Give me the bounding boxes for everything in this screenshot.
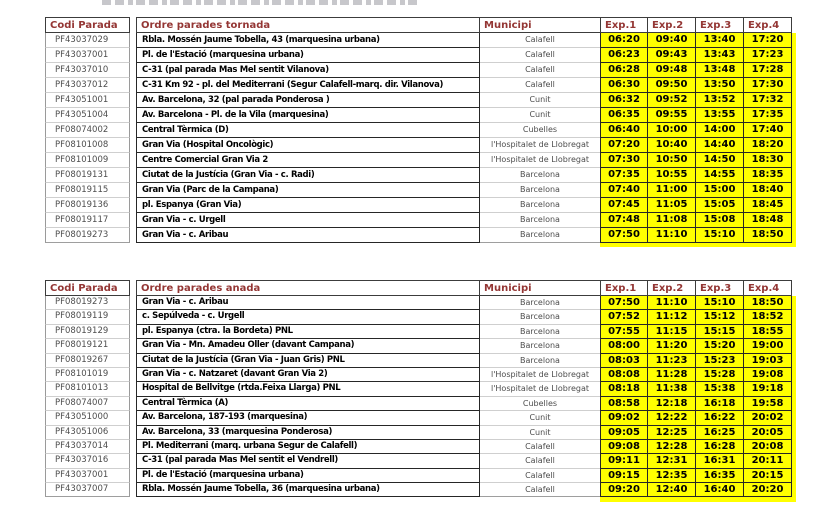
municipality: Barcelona	[480, 325, 600, 339]
exp1-time: 09:20	[600, 483, 648, 497]
stop-name: Gran Via (Hospital Oncològic)	[136, 138, 480, 153]
stop-name: pl. Espanya (ctra. la Bordeta) PNL	[136, 325, 480, 339]
stop-code: PF43037029	[45, 33, 130, 48]
stop-name: Pl. de l'Estació (marquesina urbana)	[136, 469, 480, 483]
stop-name: Rbla. Mossén Jaume Tobella, 36 (marquesina urbana)	[136, 483, 480, 497]
exp1-time: 07:48	[600, 213, 648, 228]
exp2-time: 12:40	[648, 483, 696, 497]
header-exp3: Exp.3	[696, 17, 744, 33]
exp1-time: 06:40	[600, 123, 648, 138]
municipality: l'Hospitalet de Llobregat	[480, 382, 600, 396]
exp2-time: 11:23	[648, 354, 696, 368]
exp1-time: 06:30	[600, 78, 648, 93]
municipality: Cunit	[480, 93, 600, 108]
exp1-time: 08:03	[600, 354, 648, 368]
exp2-time: 10:40	[648, 138, 696, 153]
exp2-time: 12:18	[648, 397, 696, 411]
exp2-time: 11:12	[648, 310, 696, 324]
exp1-time: 09:08	[600, 440, 648, 454]
stop-name: Gran Via (Parc de la Campana)	[136, 183, 480, 198]
exp1-time: 09:11	[600, 454, 648, 468]
stop-name: C-31 Km 92 - pl. del Mediterrani (Segur Calafell-marq. dir. Vilanova)	[136, 78, 480, 93]
exp2-time: 11:10	[648, 228, 696, 243]
header-municipi: Municipi	[480, 17, 600, 33]
anada-table	[45, 280, 792, 497]
exp2-time: 12:35	[648, 469, 696, 483]
municipality: Cunit	[480, 108, 600, 123]
stop-code: PF08019131	[45, 168, 130, 183]
stop-name: Ciutat de la Justícia (Gran Via - Juan Gris) PNL	[136, 354, 480, 368]
stop-code: PF08019273	[45, 296, 130, 310]
stop-code: PF43037016	[45, 454, 130, 468]
exp2-time: 11:08	[648, 213, 696, 228]
exp2-time: 09:43	[648, 48, 696, 63]
exp2-time: 09:55	[648, 108, 696, 123]
municipality: Barcelona	[480, 183, 600, 198]
exp2-time: 12:25	[648, 426, 696, 440]
stop-name: Central Tèrmica (D)	[136, 123, 480, 138]
exp2-time: 09:50	[648, 78, 696, 93]
exp1-time: 07:45	[600, 198, 648, 213]
stop-code: PF43037001	[45, 469, 130, 483]
exp2-time: 10:00	[648, 123, 696, 138]
stop-name: Av. Barcelona, 33 (marquesina Ponderosa)	[136, 426, 480, 440]
exp4-time: 20:08	[744, 440, 792, 454]
stop-code: PF08101008	[45, 138, 130, 153]
municipality: Calafell	[480, 48, 600, 63]
timetable-tornada	[45, 17, 792, 243]
municipality: l'Hospitalet de Llobregat	[480, 138, 600, 153]
exp4-time: 18:55	[744, 325, 792, 339]
stop-code: PF08019121	[45, 339, 130, 353]
municipality: l'Hospitalet de Llobregat	[480, 368, 600, 382]
municipality: Barcelona	[480, 339, 600, 353]
exp2-time: 11:20	[648, 339, 696, 353]
exp4-time: 17:35	[744, 108, 792, 123]
stop-name: c. Sepúlveda - c. Urgell	[136, 310, 480, 324]
municipality: Calafell	[480, 78, 600, 93]
municipality: Cunit	[480, 426, 600, 440]
exp3-time: 16:25	[696, 426, 744, 440]
exp3-time: 15:10	[696, 296, 744, 310]
stop-name: Av. Barcelona - Pl. de la Vila (marquesina)	[136, 108, 480, 123]
exp1-time: 06:28	[600, 63, 648, 78]
stop-code: PF08019267	[45, 354, 130, 368]
exp4-time: 18:52	[744, 310, 792, 324]
stop-code: PF08074002	[45, 123, 130, 138]
exp2-time: 12:22	[648, 411, 696, 425]
stop-code: PF43037010	[45, 63, 130, 78]
exp3-time: 15:00	[696, 183, 744, 198]
exp4-time: 20:02	[744, 411, 792, 425]
stop-code: PF43037012	[45, 78, 130, 93]
municipality: Barcelona	[480, 213, 600, 228]
municipality: Barcelona	[480, 168, 600, 183]
exp1-time: 09:02	[600, 411, 648, 425]
exp3-time: 15:05	[696, 198, 744, 213]
exp1-time: 07:55	[600, 325, 648, 339]
stop-code: PF08019273	[45, 228, 130, 243]
exp4-time: 19:18	[744, 382, 792, 396]
stop-code: PF43037014	[45, 440, 130, 454]
stop-name: Central Tèrmica (A)	[136, 397, 480, 411]
header-municipi: Municipi	[480, 280, 600, 296]
municipality: Calafell	[480, 454, 600, 468]
header-codi-parada: Codi Parada	[45, 17, 130, 33]
stop-code: PF08019129	[45, 325, 130, 339]
stop-name: Gran Via - c. Natzaret (davant Gran Via 2)	[136, 368, 480, 382]
stop-name: C-31 (pal parada Mas Mel sentit Vilanova)	[136, 63, 480, 78]
stop-name: Hospital de Bellvitge (rtda.Feixa Llarga) PNL	[136, 382, 480, 396]
exp4-time: 19:03	[744, 354, 792, 368]
stop-code: PF43037007	[45, 483, 130, 497]
exp1-time: 09:05	[600, 426, 648, 440]
exp4-time: 17:23	[744, 48, 792, 63]
exp2-time: 09:52	[648, 93, 696, 108]
stop-name: Gran Via - Mn. Amadeu Oller (davant Campana)	[136, 339, 480, 353]
stop-name: C-31 (pal parada Mas Mel sentit el Vendrell)	[136, 454, 480, 468]
exp4-time: 17:20	[744, 33, 792, 48]
municipality: Calafell	[480, 440, 600, 454]
exp3-time: 15:15	[696, 325, 744, 339]
exp4-time: 20:15	[744, 469, 792, 483]
municipality: Cubelles	[480, 397, 600, 411]
stop-name: Pl. Mediterrani (marq. urbana Segur de Calafell)	[136, 440, 480, 454]
exp4-time: 19:58	[744, 397, 792, 411]
exp1-time: 06:32	[600, 93, 648, 108]
stop-code: PF08019119	[45, 310, 130, 324]
exp3-time: 16:22	[696, 411, 744, 425]
exp3-time: 13:48	[696, 63, 744, 78]
exp3-time: 13:43	[696, 48, 744, 63]
exp3-time: 15:12	[696, 310, 744, 324]
exp2-time: 11:05	[648, 198, 696, 213]
exp3-time: 15:08	[696, 213, 744, 228]
exp1-time: 07:50	[600, 228, 648, 243]
exp1-time: 07:30	[600, 153, 648, 168]
exp1-time: 08:18	[600, 382, 648, 396]
stop-name: Pl. de l'Estació (marquesina urbana)	[136, 48, 480, 63]
exp4-time: 20:20	[744, 483, 792, 497]
header-ordre-parades-anada: Ordre parades anada	[136, 280, 480, 296]
exp1-time: 06:20	[600, 33, 648, 48]
stop-code: PF43051001	[45, 93, 130, 108]
stop-name: Av. Barcelona, 187-193 (marquesina)	[136, 411, 480, 425]
exp4-time: 17:40	[744, 123, 792, 138]
stop-code: PF08101019	[45, 368, 130, 382]
exp2-time: 11:00	[648, 183, 696, 198]
header-exp4: Exp.4	[744, 280, 792, 296]
exp1-time: 07:50	[600, 296, 648, 310]
exp3-time: 16:28	[696, 440, 744, 454]
municipality: Calafell	[480, 483, 600, 497]
exp1-time: 08:58	[600, 397, 648, 411]
municipality: Calafell	[480, 469, 600, 483]
exp3-time: 13:52	[696, 93, 744, 108]
exp3-time: 15:38	[696, 382, 744, 396]
header-exp1: Exp.1	[600, 17, 648, 33]
exp3-time: 15:10	[696, 228, 744, 243]
exp4-time: 18:50	[744, 228, 792, 243]
exp2-time: 10:55	[648, 168, 696, 183]
header-exp2: Exp.2	[648, 280, 696, 296]
stop-code: PF08019136	[45, 198, 130, 213]
tornada-table	[45, 17, 792, 243]
exp2-time: 11:10	[648, 296, 696, 310]
exp4-time: 20:11	[744, 454, 792, 468]
stop-name: Av. Barcelona, 32 (pal parada Ponderosa )	[136, 93, 480, 108]
exp1-time: 07:20	[600, 138, 648, 153]
stop-name: Rbla. Mossén Jaume Tobella, 43 (marquesina urbana)	[136, 33, 480, 48]
exp3-time: 14:55	[696, 168, 744, 183]
exp1-time: 06:23	[600, 48, 648, 63]
stop-code: PF08074007	[45, 397, 130, 411]
municipality: l'Hospitalet de Llobregat	[480, 153, 600, 168]
exp2-time: 11:28	[648, 368, 696, 382]
stop-code: PF43051006	[45, 426, 130, 440]
exp3-time: 16:31	[696, 454, 744, 468]
stop-code: PF08019115	[45, 183, 130, 198]
exp2-time: 10:50	[648, 153, 696, 168]
exp4-time: 18:50	[744, 296, 792, 310]
exp4-time: 18:48	[744, 213, 792, 228]
exp2-time: 09:40	[648, 33, 696, 48]
exp1-time: 08:08	[600, 368, 648, 382]
stop-code: PF08101013	[45, 382, 130, 396]
exp4-time: 18:40	[744, 183, 792, 198]
municipality: Barcelona	[480, 198, 600, 213]
exp3-time: 13:55	[696, 108, 744, 123]
exp3-time: 13:50	[696, 78, 744, 93]
exp3-time: 15:28	[696, 368, 744, 382]
exp1-time: 08:00	[600, 339, 648, 353]
exp3-time: 14:50	[696, 153, 744, 168]
exp4-time: 17:30	[744, 78, 792, 93]
exp3-time: 16:40	[696, 483, 744, 497]
municipality: Barcelona	[480, 310, 600, 324]
timetable-anada	[45, 280, 792, 497]
stop-code: PF43037001	[45, 48, 130, 63]
stop-name: Gran Via - c. Aribau	[136, 296, 480, 310]
exp3-time: 16:18	[696, 397, 744, 411]
exp2-time: 12:31	[648, 454, 696, 468]
exp4-time: 17:28	[744, 63, 792, 78]
municipality: Calafell	[480, 33, 600, 48]
exp3-time: 15:23	[696, 354, 744, 368]
exp4-time: 18:45	[744, 198, 792, 213]
header-codi-parada: Codi Parada	[45, 280, 130, 296]
exp4-time: 18:30	[744, 153, 792, 168]
exp3-time: 13:40	[696, 33, 744, 48]
exp1-time: 06:35	[600, 108, 648, 123]
cutoff-page-title	[102, 0, 420, 5]
exp4-time: 20:05	[744, 426, 792, 440]
stop-name: Ciutat de la Justícia (Gran Via - c. Radi)	[136, 168, 480, 183]
municipality: Cunit	[480, 411, 600, 425]
municipality: Barcelona	[480, 354, 600, 368]
header-exp1: Exp.1	[600, 280, 648, 296]
exp2-time: 11:15	[648, 325, 696, 339]
exp4-time: 18:20	[744, 138, 792, 153]
header-exp3: Exp.3	[696, 280, 744, 296]
exp3-time: 14:00	[696, 123, 744, 138]
municipality: Cubelles	[480, 123, 600, 138]
exp3-time: 15:20	[696, 339, 744, 353]
exp2-time: 11:38	[648, 382, 696, 396]
exp1-time: 07:35	[600, 168, 648, 183]
stop-name: Gran Via - c. Urgell	[136, 213, 480, 228]
exp3-time: 14:40	[696, 138, 744, 153]
header-exp2: Exp.2	[648, 17, 696, 33]
municipality: Calafell	[480, 63, 600, 78]
municipality: Barcelona	[480, 228, 600, 243]
stop-code: PF08019117	[45, 213, 130, 228]
exp4-time: 17:32	[744, 93, 792, 108]
header-exp4: Exp.4	[744, 17, 792, 33]
exp4-time: 19:00	[744, 339, 792, 353]
municipality: Barcelona	[480, 296, 600, 310]
header-ordre-parades-tornada: Ordre parades tornada	[136, 17, 480, 33]
stop-code: PF43051004	[45, 108, 130, 123]
exp1-time: 09:15	[600, 469, 648, 483]
exp2-time: 09:48	[648, 63, 696, 78]
stop-code: PF43051000	[45, 411, 130, 425]
exp4-time: 19:08	[744, 368, 792, 382]
stop-code: PF08101009	[45, 153, 130, 168]
stop-name: pl. Espanya (Gran Via)	[136, 198, 480, 213]
exp1-time: 07:40	[600, 183, 648, 198]
exp3-time: 16:35	[696, 469, 744, 483]
exp4-time: 18:35	[744, 168, 792, 183]
stop-name: Gran Via - c. Aribau	[136, 228, 480, 243]
stop-name: Centre Comercial Gran Via 2	[136, 153, 480, 168]
exp1-time: 07:52	[600, 310, 648, 324]
exp2-time: 12:28	[648, 440, 696, 454]
